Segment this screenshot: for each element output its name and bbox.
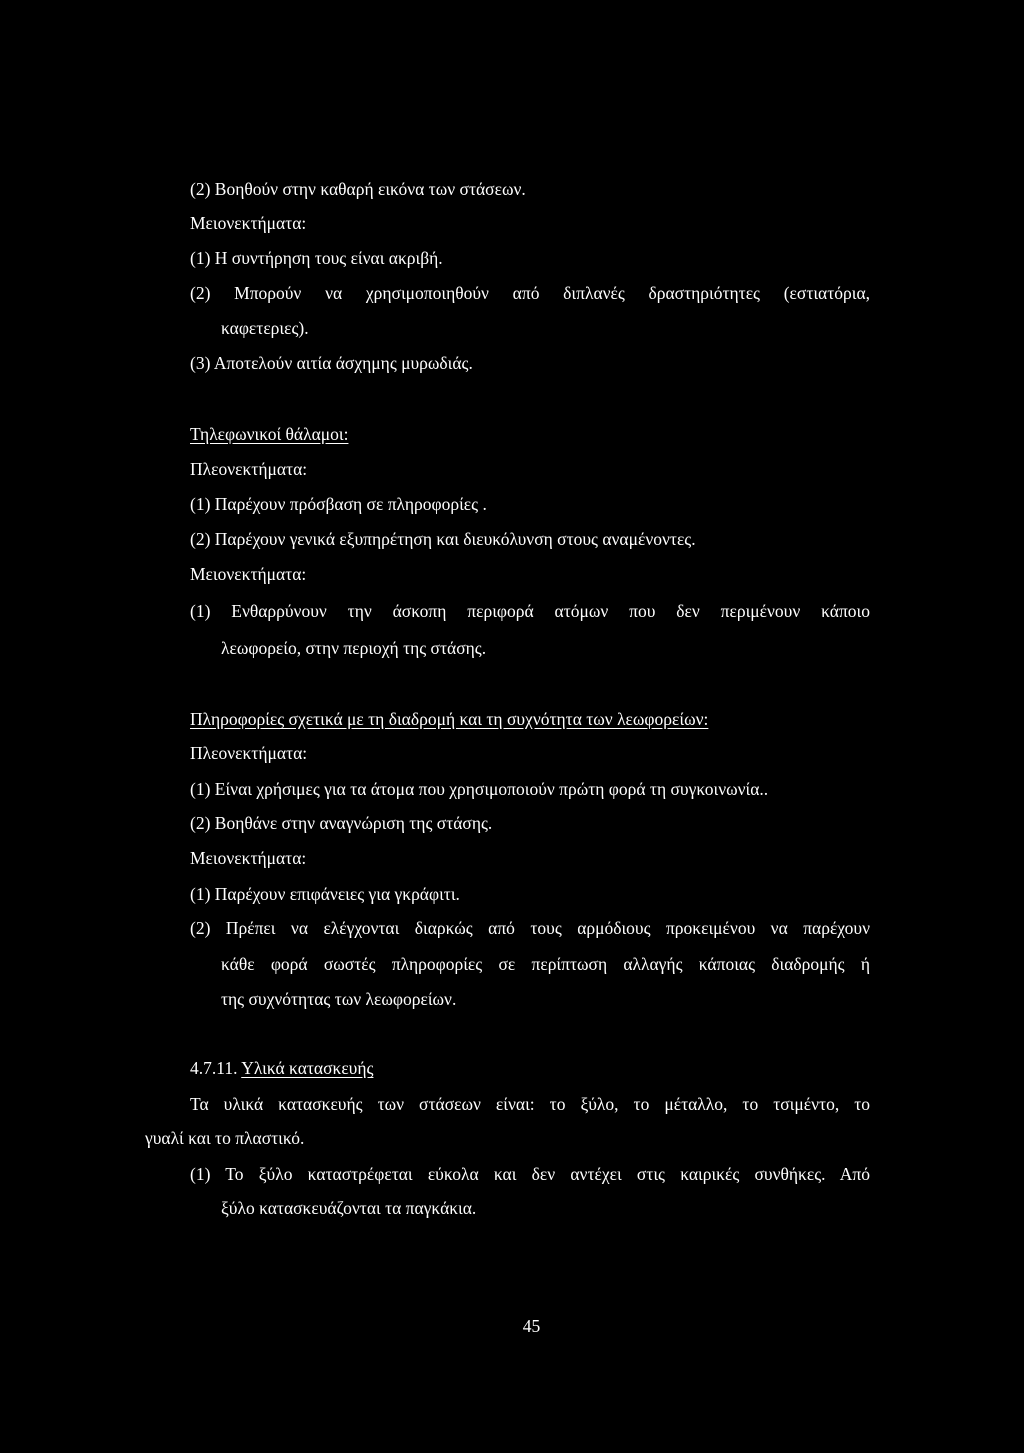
disadvantages-heading: Μειονεκτήματα: [190,213,307,233]
list-item: (3) Αποτελούν αιτία άσχημης μυρωδιάς. [190,353,473,373]
list-item: (2) Βοηθούν στην καθαρή εικόνα των στάσεων. [190,179,526,199]
list-item-continuation: της συχνότητας των λεωφορείων. [221,989,457,1009]
paragraph-line: Τα υλικά κατασκευής των στάσεων είναι: το ξύλο, το μέταλλο, το τσιμέντο, το [190,1094,870,1114]
list-item: (1) Ενθαρρύνουν την άσκοπη περιφορά ατόμων που δεν περιμένουν κάποιο [190,601,870,621]
list-item: (1) Είναι χρήσιμες για τα άτομα που χρησιμοποιούν πρώτη φορά τη συγκοινωνία.. [190,779,769,799]
list-item: (2) Βοηθάνε στην αναγνώριση της στάσης. [190,813,493,833]
advantages-heading: Πλεονεκτήματα: [190,743,308,763]
section-title: Υλικά κατασκευής [241,1058,374,1078]
list-item: (1) Παρέχουν πρόσβαση σε πληροφορίες . [190,494,487,514]
section-number: 4.7.11. [190,1058,238,1078]
list-item-continuation: κάθε φορά σωστές πληροφορίες σε περίπτωση αλλαγής κάποιας διαδρομής ή [221,954,870,974]
phone-booths-heading: Τηλεφωνικοί θάλαμοι: [190,424,349,444]
paragraph-line: γυαλί και το πλαστικό. [145,1128,305,1148]
list-item-continuation: ξύλο κατασκευάζονται τα παγκάκια. [221,1198,477,1218]
list-item-continuation: λεωφορείο, στην περιοχή της στάσης. [221,638,487,658]
list-item-continuation: καφετεριες). [221,318,309,338]
list-item: (1) Το ξύλο καταστρέφεται εύκολα και δεν αντέχει στις καιρικές συνθήκες. Από [190,1164,870,1184]
list-item: (1) Παρέχουν επιφάνειες για γκράφιτι. [190,884,460,904]
section-heading [190,1060,373,1078]
advantages-heading: Πλεονεκτήματα: [190,459,308,479]
list-item: (1) Η συντήρηση τους είναι ακριβή. [190,248,443,268]
list-item: (2) Παρέχουν γενικά εξυπηρέτηση και διευκόλυνση στους αναμένοντες. [190,529,696,549]
disadvantages-heading: Μειονεκτήματα: [190,848,307,868]
route-info-heading: Πληροφορίες σχετικά με τη διαδρομή και τη συχνότητα των λεωφορείων: [190,709,709,729]
list-item: (2) Πρέπει να ελέγχονται διαρκώς από τους αρμόδιους προκειμένου να παρέχουν [190,918,870,938]
page-number: 45 [522,1316,541,1336]
disadvantages-heading: Μειονεκτήματα: [190,564,307,584]
list-item: (2) Μπορούν να χρησιμοποιηθούν από διπλανές δραστηριότητες (εστιατόρια, [190,283,870,303]
